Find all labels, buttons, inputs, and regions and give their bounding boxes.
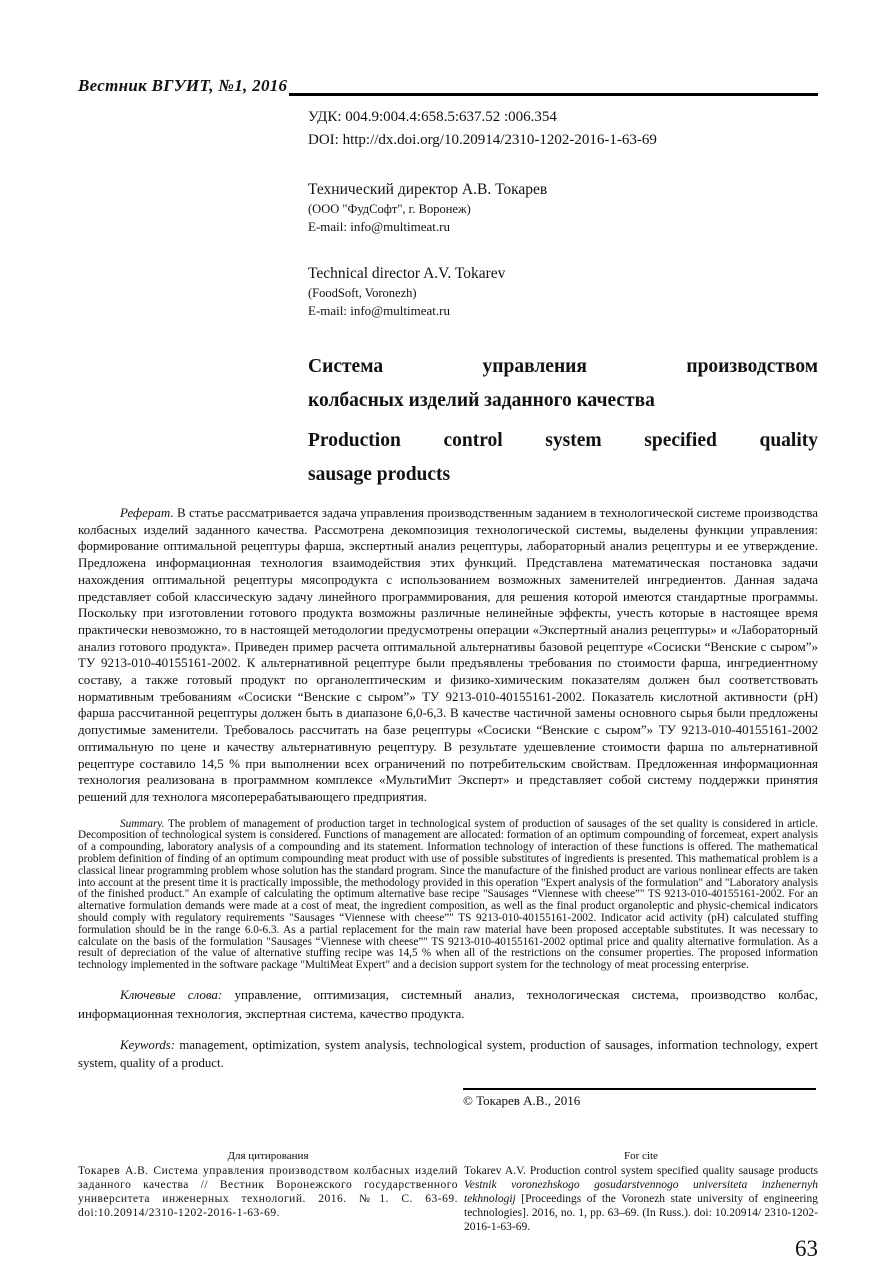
author-name-en: Technical director A.V. Tokarev: [308, 265, 506, 282]
citation-en-seg3: [Proceedings of the Voronezh state university of engineering technologies]. 2016, no. 1, pp. 63–69. (In Russ.). doi: 10.20914/ 2310-1202-2016-1-63-69.: [464, 1192, 818, 1233]
page-number: 63: [795, 1235, 818, 1261]
author-email-ru: E-mail: info@multimeat.ru: [308, 219, 450, 234]
article-title-en-line2: sausage products: [308, 464, 451, 485]
citation-en-text: [464, 1165, 818, 1235]
article-title-ru-line2: колбасных изделий заданного качества: [308, 390, 655, 411]
udk-line: УДК: 004.9:004.4:658.5:637.52 :006.354: [308, 109, 557, 125]
author-block-ru: [308, 179, 818, 236]
author-affiliation-ru: (ООО "ФудСофт", г. Воронеж): [308, 202, 471, 216]
keywords-ru: [78, 986, 818, 1023]
journal-header: [78, 76, 818, 97]
journal-title: Вестник ВГУИТ, №1, 2016: [78, 76, 288, 95]
citation-en: [464, 1149, 818, 1235]
article-title-ru: [308, 350, 818, 418]
abstract-ru-text: В статье рассматривается задача управления производственным заданием в технологической системе производства колбасных изделий заданного качества. Рассмотрена декомпозиция технологической системы, выделены функции управления: формирование оптимальной рецептуры фарша, экспертный анализ рецептуры, лабораторный анализ рецептуры и ее утверждение. Предложена информационная технология взаимодействия этих функций. Представлена математическая постановка задачи нахождения оптимальной рецептуры мясопродукта с использованием возможных заменителей ингредиентов. Данная задача представляет собой классическую задачу линейного программирования, для решения которой имеются стандартные программы. Поскольку при изготовлении готового продукта возможны различные нелинейные эффекты, учесть которые в настоящее время практически невозможно, то в настоящей методологии предусмотрены операции «Экспертный анализ рецептуры» и «Лабораторный анализ готового продукта». Приведен пример расчета оптимальной альтернативы базовой рецептуре «Сосиски “Венские с сыром”» ТУ 9213-010-40155161-2002. К альтернативной рецептуре были предъявлены требования по стоимости фарша, ингредиентному составу, а также готовый продукт по органолептическим и физико-химическим показателям должен был соответствовать нормативным требованиям «Сосиски “Венские с сыром”» ТУ 9213-010-40155161-2002. Показатель кислотной активности (pH) фарша рассчитанной рецептуры должен быть в диапазоне 6,0-6,3. В качестве частичной замены основного сырья были предложены допустимые заменители. Требовалось рассчитать на базе рецептуры «Сосиски “Венские с сыром”» ТУ 9213-010-40155161-2002 оптимальную по цене и качеству альтернативную рецептуру. В результате удешевление стоимости фарша по альтернативной рецептуре составило 14,5 % при выполнении всех ограничений по потребительским свойствам. Предложенная информационная технология реализована в программном комплексе «МультиМит Эксперт» и представляет собой систему поддержки принятия решений для технолога мясоперерабатывающего предприятия.: [78, 505, 819, 804]
article-title-en: [308, 424, 818, 492]
copyright-line: © Токарев А.В., 2016: [463, 1088, 816, 1109]
article-title-en-line1: Production control system specified quality: [308, 430, 818, 451]
abstract-ru: [78, 505, 818, 806]
keywords-ru-label: Ключевые слова:: [120, 987, 223, 1003]
author-name-ru: Технический директор А.В. Токарев: [308, 181, 548, 198]
citation-en-journal-italic: Vestnik voronezhskogo gosudarstvennogo universiteta inzhenernyh tekhnologij: [464, 1178, 818, 1205]
citation-en-heading: For cite: [624, 1150, 658, 1163]
citation-section: [78, 1149, 818, 1235]
keywords-en-label: Keywords:: [120, 1038, 175, 1053]
citation-ru-heading: Для цитирования: [227, 1150, 309, 1163]
keywords-en-text: management, optimization, system analysis, technological system, production of sausages, information technology, expert system, quality of a product.: [78, 1038, 818, 1071]
abstract-en: [78, 819, 818, 972]
abstract-en-text: The problem of management of production target in technological system of production of sausages of the set quality is considered in article. Decomposition of technological system is considered. Functions of management are allocated: formation of an optimum compounding of forcemeat, expert analysis of a compounding, laboratory analysis of a compounding and its statement. Information technology of interaction of these functions is offered. The mathematical problem definition of finding of an optimum compounding meat product with use of possible substitutes of ingredients is presented. This mathematical problem is a classical linear programming problem whose solution has the standard program. Since the manufacture of the finished product are various nonlinear effects are taken into account at the present time it is practically impossible, the methodology provided in this operation "Expert analysis of the formulation" and "Laboratory analysis of the finished product." An example of calculating the optimum alternative base recipe "Sausages “Viennese with cheese”" TS 9213-010-40155161-2002. For an alternative formulation demands were made at a cost of meat, the ingredient composition, as well as the final product organoleptic and physic-chemical indicators should comply with regulatory requirements "Sausages “Viennese with cheese”" TS 9213-010-40155161-2002. Indicator acid activity (pH) calculated stuffing formulation should be in the range 6.0-6.3. As a partial replacement for the main raw material have been proposed acceptable substitutes. It was necessary to calculate on the basis of the formulation "Sausages “Viennese with cheese”" TS 9213-010-40155161-2002 optimal price and quality alternative formulation. As a result of depreciation of the value of alternative stuffing recipe was 14,5 % when all of the restrictions on the consumer properties. The proposed information technology implemented in the software package "MultiMeat Expert" and a decision support system for the technology of meat processing enterprise.: [78, 817, 818, 972]
abstract-ru-label: Реферат.: [120, 505, 174, 520]
meta-block: [308, 106, 818, 152]
keywords-en: [78, 1036, 818, 1072]
author-email-en: E-mail: info@multimeat.ru: [308, 303, 450, 318]
citation-ru: [78, 1149, 458, 1235]
abstract-en-label: Summary.: [120, 817, 165, 830]
header-rule: [289, 93, 818, 96]
citation-en-seg1: Tokarev A.V. Production control system specified quality sausage products: [464, 1165, 818, 1178]
citation-ru-text: Токарев А.В. Система управления производством колбасных изделий заданного качества // Вестник Воронежского государственного университета инженерных технологий. 2016. №1. С. 63-69. doi:10.20914/2310-1202-2016-1-63-69.: [78, 1165, 458, 1219]
author-affiliation-en: (FoodSoft, Voronezh): [308, 286, 417, 300]
author-block-en: [308, 263, 818, 320]
keywords-ru-text: управление, оптимизация, системный анализ, технологическая система, производство колбас, информационная технология, экспертная система, качество продукта.: [78, 987, 818, 1021]
doi-line: DOI: http://dx.doi.org/10.20914/2310-1202-2016-1-63-69: [308, 132, 657, 148]
article-title-ru-line1: Система управления производством: [308, 356, 818, 377]
